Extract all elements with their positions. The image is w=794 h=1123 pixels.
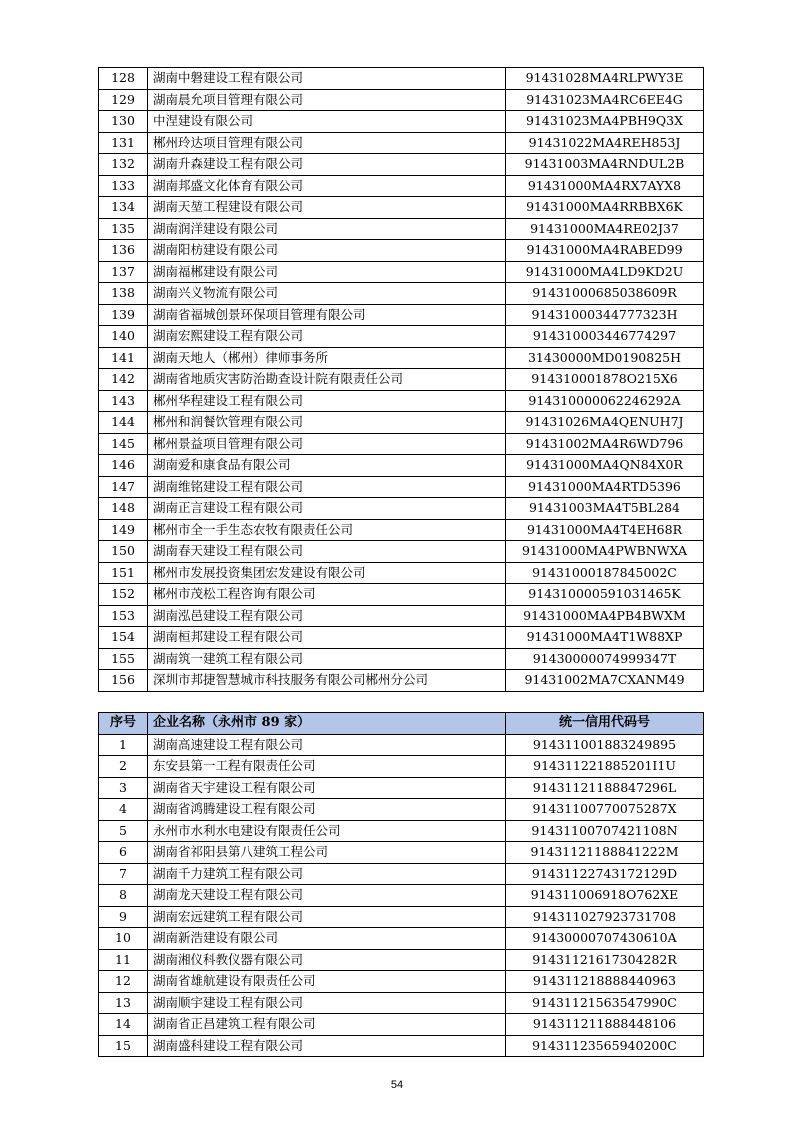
company-name-cell: 湖南省天宇建设工程有限公司: [148, 777, 506, 799]
table-row: [99, 799, 704, 821]
table-row: [99, 433, 704, 455]
credit-code-cell: 91430000707430610A: [506, 928, 704, 950]
serial-number-cell: 155: [99, 648, 148, 670]
credit-code-cell: 91431023MA4PBH9Q3X: [506, 111, 704, 133]
table-row: [99, 971, 704, 993]
table-row: [99, 498, 704, 520]
company-name-cell: 湖南天地人（郴州）律师事务所: [148, 347, 506, 369]
serial-number-cell: 132: [99, 154, 148, 176]
serial-number-cell: 131: [99, 132, 148, 154]
company-table-chenzhou: [98, 67, 704, 692]
table-row: [99, 648, 704, 670]
company-name-cell: 湖南维铭建设工程有限公司: [148, 476, 506, 498]
table-row: [99, 842, 704, 864]
table-row: [99, 756, 704, 778]
company-name-cell: 湖南晨允项目管理有限公司: [148, 89, 506, 111]
company-table-yongzhou: [98, 712, 704, 1057]
credit-code-cell: 914310001878O215X6: [506, 369, 704, 391]
company-name-cell: 郴州市全一手生态农牧有限责任公司: [148, 519, 506, 541]
company-name-cell: 湖南省雄航建设有限责任公司: [148, 971, 506, 993]
table-row: [99, 928, 704, 950]
table-row: [99, 820, 704, 842]
credit-code-cell: 91431000MA4RABED99: [506, 240, 704, 262]
table-row: [99, 906, 704, 928]
serial-number-cell: 9: [99, 906, 148, 928]
serial-number-cell: 133: [99, 175, 148, 197]
serial-number-cell: 140: [99, 326, 148, 348]
company-name-cell: 郴州华程建设工程有限公司: [148, 390, 506, 412]
credit-code-cell: 91431022MA4REH853J: [506, 132, 704, 154]
company-name-cell: 郴州和润餐饮管理有限公司: [148, 412, 506, 434]
serial-number-cell: 6: [99, 842, 148, 864]
credit-code-cell: 91431000MA4PWBNWXA: [506, 541, 704, 563]
serial-number-cell: 11: [99, 949, 148, 971]
company-name-cell: 湖南泓邑建设工程有限公司: [148, 605, 506, 627]
table-row: [99, 670, 704, 692]
serial-number-cell: 135: [99, 218, 148, 240]
company-name-cell: 湖南湘仪科教仪器有限公司: [148, 949, 506, 971]
company-name-cell: 湖南升森建设工程有限公司: [148, 154, 506, 176]
table-row: [99, 132, 704, 154]
header-serial-number: 序号: [99, 713, 148, 735]
table-row: [99, 734, 704, 756]
credit-code-cell: 31430000MD0190825H: [506, 347, 704, 369]
serial-number-cell: 139: [99, 304, 148, 326]
company-name-cell: 东安县第一工程有限责任公司: [148, 756, 506, 778]
table-row: [99, 218, 704, 240]
credit-code-cell: 91431000MA4QN84X0R: [506, 455, 704, 477]
credit-code-cell: 914311218888440963: [506, 971, 704, 993]
credit-code-cell: 91431002MA4R6WD796: [506, 433, 704, 455]
table-row: [99, 369, 704, 391]
credit-code-cell: 91431028MA4RLPWY3E: [506, 68, 704, 90]
credit-code-cell: 91431000MA4T1W88XP: [506, 627, 704, 649]
company-name-cell: 湖南省正昌建筑工程有限公司: [148, 1014, 506, 1036]
credit-code-cell: 91431000344777323H: [506, 304, 704, 326]
serial-number-cell: 149: [99, 519, 148, 541]
table-row: [99, 885, 704, 907]
company-name-cell: 湖南春天建设工程有限公司: [148, 541, 506, 563]
serial-number-cell: 136: [99, 240, 148, 262]
company-table-yongzhou-body: [99, 734, 704, 1057]
table-row: [99, 283, 704, 305]
credit-code-cell: 91431000MA4RRBBX6K: [506, 197, 704, 219]
company-name-cell: 湖南龙天建设工程有限公司: [148, 885, 506, 907]
company-name-cell: 湖南福郴建设有限公司: [148, 261, 506, 283]
company-name-cell: 中涅建设有限公司: [148, 111, 506, 133]
table-row: [99, 390, 704, 412]
serial-number-cell: 147: [99, 476, 148, 498]
table-row: [99, 240, 704, 262]
credit-code-cell: 914311221885201I1U: [506, 756, 704, 778]
serial-number-cell: 154: [99, 627, 148, 649]
credit-code-cell: 91431123565940200C: [506, 1035, 704, 1057]
table-row: [99, 949, 704, 971]
company-name-cell: 湖南宏远建筑工程有限公司: [148, 906, 506, 928]
serial-number-cell: 4: [99, 799, 148, 821]
company-name-cell: 深圳市邦捷智慧城市科技服务有限公司郴州分公司: [148, 670, 506, 692]
serial-number-cell: 15: [99, 1035, 148, 1057]
credit-code-cell: 91431000MA4RTD5396: [506, 476, 704, 498]
serial-number-cell: 2: [99, 756, 148, 778]
company-name-cell: 湖南新浩建设有限公司: [148, 928, 506, 950]
serial-number-cell: 12: [99, 971, 148, 993]
serial-number-cell: 130: [99, 111, 148, 133]
company-name-cell: 湖南阳枋建设有限公司: [148, 240, 506, 262]
table-row: [99, 562, 704, 584]
company-name-cell: 湖南省鸿腾建设工程有限公司: [148, 799, 506, 821]
company-name-cell: 湖南桓邦建设工程有限公司: [148, 627, 506, 649]
serial-number-cell: 142: [99, 369, 148, 391]
credit-code-cell: 914310000591031465K: [506, 584, 704, 606]
serial-number-cell: 1: [99, 734, 148, 756]
serial-number-cell: 152: [99, 584, 148, 606]
credit-code-cell: 91431100707421108N: [506, 820, 704, 842]
table-row: [99, 777, 704, 799]
table-row: [99, 326, 704, 348]
table-row: [99, 519, 704, 541]
table-row: [99, 197, 704, 219]
credit-code-cell: 914311211888448106: [506, 1014, 704, 1036]
table-row: [99, 476, 704, 498]
serial-number-cell: 148: [99, 498, 148, 520]
serial-number-cell: 145: [99, 433, 148, 455]
credit-code-cell: 91431003MA4RNDUL2B: [506, 154, 704, 176]
serial-number-cell: 146: [99, 455, 148, 477]
credit-code-cell: 91431121188847296L: [506, 777, 704, 799]
company-name-cell: 湖南筑一建筑工程有限公司: [148, 648, 506, 670]
credit-code-cell: 91431121617304282R: [506, 949, 704, 971]
serial-number-cell: 134: [99, 197, 148, 219]
table-row: [99, 175, 704, 197]
table-row: [99, 992, 704, 1014]
table-row: [99, 584, 704, 606]
serial-number-cell: 10: [99, 928, 148, 950]
table-row: [99, 605, 704, 627]
serial-number-cell: 129: [99, 89, 148, 111]
company-name-cell: 郴州市茂松工程咨询有限公司: [148, 584, 506, 606]
company-name-cell: 永州市水利水电建设有限责任公司: [148, 820, 506, 842]
serial-number-cell: 7: [99, 863, 148, 885]
company-name-cell: 湖南宏熙建设工程有限公司: [148, 326, 506, 348]
serial-number-cell: 14: [99, 1014, 148, 1036]
company-name-cell: 湖南省福城创景环保项目管理有限公司: [148, 304, 506, 326]
company-name-cell: 湖南润洋建设有限公司: [148, 218, 506, 240]
company-name-cell: 湖南顺宇建设工程有限公司: [148, 992, 506, 1014]
credit-code-cell: 91431000MA4RX7AYX8: [506, 175, 704, 197]
company-name-cell: 湖南省祁阳县第八建筑工程公司: [148, 842, 506, 864]
company-table-chenzhou-body: [99, 68, 704, 692]
serial-number-cell: 150: [99, 541, 148, 563]
credit-code-cell: 91431026MA4QENUH7J: [506, 412, 704, 434]
credit-code-cell: 91431000685038609R: [506, 283, 704, 305]
table-row: [99, 412, 704, 434]
serial-number-cell: 156: [99, 670, 148, 692]
serial-number-cell: 138: [99, 283, 148, 305]
company-name-cell: 郴州玲达项目管理有限公司: [148, 132, 506, 154]
serial-number-cell: 128: [99, 68, 148, 90]
credit-code-cell: 91431003MA4T5BL284: [506, 498, 704, 520]
page-number: 54: [390, 1079, 404, 1091]
serial-number-cell: 3: [99, 777, 148, 799]
table-row: [99, 154, 704, 176]
serial-number-cell: 141: [99, 347, 148, 369]
table-row: [99, 347, 704, 369]
table-row: [99, 455, 704, 477]
credit-code-cell: 91431000187845002C: [506, 562, 704, 584]
company-name-cell: 湖南高速建设工程有限公司: [148, 734, 506, 756]
table-row: [99, 89, 704, 111]
credit-code-cell: 914310000062246292A: [506, 390, 704, 412]
credit-code-cell: 91431121563547990C: [506, 992, 704, 1014]
table-row: [99, 68, 704, 90]
table-row: [99, 1035, 704, 1057]
company-name-cell: 湖南省地质灾害防治勘查设计院有限责任公司: [148, 369, 506, 391]
serial-number-cell: 151: [99, 562, 148, 584]
header-company-name: 企业名称（永州市 89 家）: [148, 713, 506, 735]
credit-code-cell: 91431100770075287X: [506, 799, 704, 821]
table-row: [99, 1014, 704, 1036]
header-credit-code: 统一信用代码号: [506, 713, 704, 735]
serial-number-cell: 13: [99, 992, 148, 1014]
company-name-cell: 郴州市发展投资集团宏发建设有限公司: [148, 562, 506, 584]
table-row: [99, 863, 704, 885]
serial-number-cell: 5: [99, 820, 148, 842]
credit-code-cell: 91431000MA4T4EH68R: [506, 519, 704, 541]
table-row: [99, 261, 704, 283]
company-name-cell: 湖南兴义物流有限公司: [148, 283, 506, 305]
table-row: [99, 541, 704, 563]
serial-number-cell: 153: [99, 605, 148, 627]
company-name-cell: 湖南千力建筑工程有限公司: [148, 863, 506, 885]
credit-code-cell: 914311006918O762XE: [506, 885, 704, 907]
company-name-cell: 湖南盛科建设工程有限公司: [148, 1035, 506, 1057]
credit-code-cell: 91431000MA4RE02J37: [506, 218, 704, 240]
credit-code-cell: 91431121188841222M: [506, 842, 704, 864]
company-name-cell: 湖南天堃工程建设有限公司: [148, 197, 506, 219]
table-header-row: [99, 713, 704, 735]
serial-number-cell: 144: [99, 412, 148, 434]
credit-code-cell: 91431000MA4LD9KD2U: [506, 261, 704, 283]
credit-code-cell: 914311027923731708: [506, 906, 704, 928]
credit-code-cell: 91431122743172129D: [506, 863, 704, 885]
credit-code-cell: 914311001883249895: [506, 734, 704, 756]
serial-number-cell: 143: [99, 390, 148, 412]
company-name-cell: 湖南正言建设工程有限公司: [148, 498, 506, 520]
company-name-cell: 湖南爱和康食品有限公司: [148, 455, 506, 477]
company-name-cell: 湖南邦盛文化体育有限公司: [148, 175, 506, 197]
company-name-cell: 湖南中磐建设工程有限公司: [148, 68, 506, 90]
table-row: [99, 627, 704, 649]
serial-number-cell: 8: [99, 885, 148, 907]
table-row: [99, 111, 704, 133]
credit-code-cell: 91431023MA4RC6EE4G: [506, 89, 704, 111]
serial-number-cell: 137: [99, 261, 148, 283]
credit-code-cell: 91431002MA7CXANM49: [506, 670, 704, 692]
table-row: [99, 304, 704, 326]
company-name-cell: 郴州景益项目管理有限公司: [148, 433, 506, 455]
credit-code-cell: 91431000MA4PB4BWXM: [506, 605, 704, 627]
credit-code-cell: 91430000074999347T: [506, 648, 704, 670]
credit-code-cell: 914310003446774297: [506, 326, 704, 348]
